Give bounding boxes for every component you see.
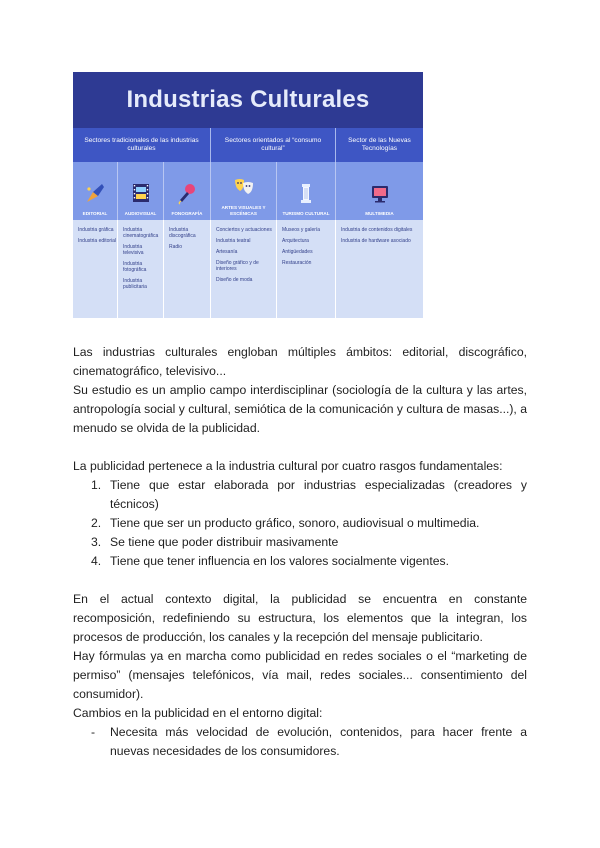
items-fonografia	[163, 220, 210, 318]
list-item: Industria televisiva	[123, 244, 144, 256]
sector-cultural-consumption: Sectores orientados al “consumo cultural”	[210, 128, 335, 162]
changes-list	[73, 723, 527, 761]
list-item: - Necesita más velocidad de evolución, contenidos, para hacer frente a nuevas necesidades de los consumidores.	[91, 725, 527, 758]
items-multimedia	[335, 220, 423, 318]
list-item: Restauración	[282, 260, 312, 266]
list-item: Industria editorial	[78, 238, 117, 244]
category-multimedia	[335, 162, 423, 220]
category-label: EDITORIAL	[82, 210, 108, 216]
category-label: FONOGRAFÍA	[171, 210, 203, 216]
theater-masks-icon	[232, 175, 256, 199]
digital-section	[73, 590, 527, 761]
list-item: Conciertos y actuaciones	[216, 227, 272, 233]
column-icon	[294, 181, 318, 205]
pen-nib-icon	[83, 181, 107, 205]
features-list	[73, 476, 527, 571]
list-item: Industria discográfica	[169, 227, 196, 239]
list-item: Radio	[169, 244, 183, 250]
category-label: AUDIOVISUAL	[124, 210, 157, 216]
infographic-title: Industrias Culturales	[73, 72, 423, 128]
list-item: 3. Se tiene que poder distribuir masivamente	[91, 535, 339, 549]
list-item: Museos y galería	[282, 227, 321, 233]
list-item: Industria de hardware asociado	[341, 238, 411, 244]
intro-section	[73, 343, 527, 438]
category-editorial	[73, 162, 117, 220]
list-item: Industria fotográfica	[123, 261, 147, 273]
list-item: Industria gráfica	[78, 227, 114, 233]
film-reel-icon	[129, 181, 153, 205]
list-item: Diseño de moda	[216, 277, 253, 283]
list-item: Artesanía	[216, 249, 238, 255]
items-audiovisual	[117, 220, 163, 318]
list-item: Antigüedades	[282, 249, 313, 255]
paragraph-formulas: Hay fórmulas ya en marcha como publicidad en redes sociales o el “marketing de permiso” (mensajes telefónicos, vía mail, redes sociales... consentimiento del consumidor).	[73, 649, 527, 701]
category-fonografia	[163, 162, 210, 220]
items-editorial	[73, 220, 117, 318]
category-row	[73, 162, 423, 220]
list-item: Industria cinematográfica	[123, 227, 159, 239]
computer-monitor-icon	[368, 181, 392, 205]
category-turismo-cultural	[276, 162, 335, 220]
paragraph-intro: Las industrias culturales engloban múltiples ámbitos: editorial, discográfico, cinematográfico, televisivo...	[73, 345, 527, 378]
list-item: Industria teatral	[216, 238, 251, 244]
list-item: 2. Tiene que ser un producto gráfico, sonoro, audiovisual o multimedia.	[91, 516, 480, 530]
category-items-row	[73, 220, 423, 318]
features-section	[73, 457, 527, 571]
list-item: 1. Tiene que estar elaborada por industrias especializadas (creadores y técnicos)	[91, 478, 527, 511]
list-item: Industria publicitaria	[123, 278, 147, 290]
items-turismo-cultural	[276, 220, 335, 318]
microphone-icon	[175, 181, 199, 205]
paragraph-study: Su estudio es un amplio campo interdisciplinar (sociología de la cultura y las artes, antropología social y cultural, semiótica de la comunicación y cultura de masas...), a menudo se olvida de la publicidad.	[73, 383, 527, 435]
paragraph-digital-context: En el actual contexto digital, la publicidad se encuentra en constante recomposición, redefiniendo su estructura, los elementos que la integran, los procesos de producción, los canales y la recepción del mensaje publicitario.	[73, 592, 527, 644]
paragraph-features-intro: La publicidad pertenece a la industria cultural por cuatro rasgos fundamentales:	[73, 459, 503, 473]
category-label: ARTES VISUALES Y ESCÉNICAS	[221, 205, 266, 216]
list-item: 4. Tiene que tener influencia en los valores socialmente vigentes.	[91, 554, 449, 568]
paragraph-changes-intro: Cambios en la publicidad en el entorno digital:	[73, 706, 323, 720]
sector-header-row	[73, 128, 423, 162]
list-item: Industria de contenidos digitales	[341, 227, 413, 233]
category-audiovisual	[117, 162, 163, 220]
category-label: TURISMO CULTURAL	[282, 210, 330, 216]
category-label: MULTIMEDIA	[365, 210, 394, 216]
list-item: Diseño gráfico y de interiores	[216, 260, 259, 272]
items-artes-visuales	[210, 220, 276, 318]
category-artes-visuales	[210, 162, 276, 220]
sector-traditional: Sectores tradicionales de las industrias culturales	[84, 137, 199, 152]
sector-new-technologies: Sector de las Nuevas Tecnologías	[335, 128, 423, 162]
list-item: Arquitectura	[282, 238, 309, 244]
industrias-culturales-infographic	[73, 72, 423, 318]
